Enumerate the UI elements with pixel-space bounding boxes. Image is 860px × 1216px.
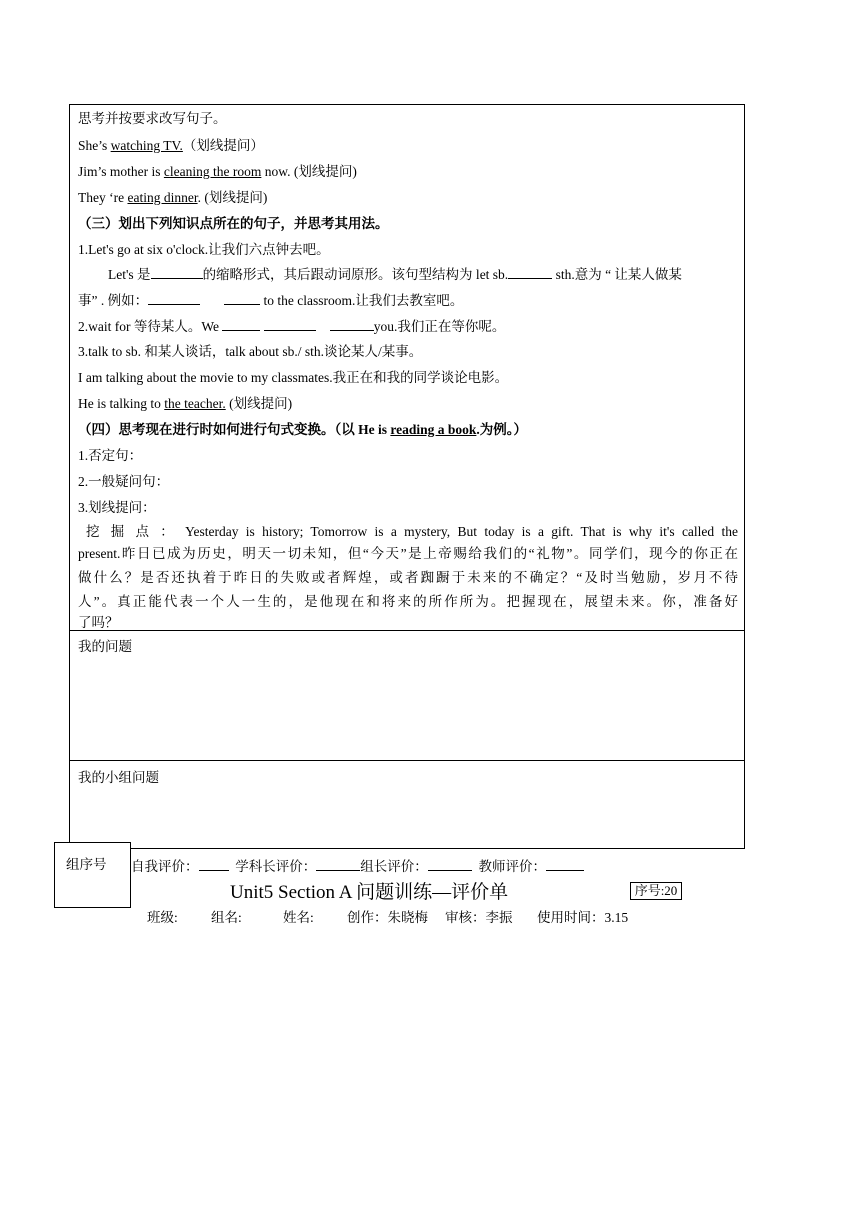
- general-question-label: 2.一般疑问句：: [78, 474, 170, 489]
- dig-point-line-5: 了吗？: [78, 615, 119, 630]
- sentence-2: Jim’s mother is cleaning the room now. (划线提问): [78, 164, 357, 179]
- serial-number-badge: 序号:20: [630, 882, 682, 900]
- point-3-example: I am talking about the movie to my classmates.我正在和我的同学谈论电影。: [78, 370, 509, 385]
- my-questions-section[interactable]: [70, 631, 744, 761]
- point-1-example: 事” . 例如： to the classroom.让我们去教室吧。: [78, 293, 464, 308]
- point-2: 2.wait for 等待某人。We you.我们正在等你呢。: [78, 319, 506, 334]
- reviewer-label: 审核：李振: [445, 910, 513, 925]
- dig-point-line-3: 做什么？是否还执着于昨日的失败或者辉煌，或者踟蹰于未来的不确定？“及时当勉励，岁月不待: [78, 570, 738, 585]
- student-name-label: 姓名:: [283, 910, 314, 925]
- point-1: 1.Let's go at six o'clock.让我们六点钟去吧。: [78, 242, 330, 257]
- group-questions-label: 我的小组问题: [78, 770, 159, 785]
- fill-blank[interactable]: [148, 291, 200, 305]
- fill-blank[interactable]: [508, 265, 552, 279]
- dig-point-line-4: 人”。真正能代表一个人一生的，是他现在和将来的所作所为。把握现在，展望未来。你，准备好: [78, 594, 738, 609]
- heading-three: （三）划出下列知识点所在的句子，并思考其用法。: [78, 216, 389, 231]
- fill-blank[interactable]: [428, 857, 472, 871]
- fill-blank[interactable]: [222, 317, 260, 331]
- class-label: 班级:: [147, 910, 178, 925]
- worksheet-table: [69, 104, 745, 849]
- sentence-3: They ‘re eating dinner. (划线提问): [78, 190, 268, 205]
- group-number-label: 组序号: [66, 857, 107, 872]
- fill-blank[interactable]: [264, 317, 316, 331]
- sentence-1: She’s watching TV.（划线提问）: [78, 138, 264, 153]
- fill-blank[interactable]: [330, 317, 374, 331]
- group-questions-section[interactable]: [70, 761, 744, 850]
- heading-four: （四）思考现在进行时如何进行句式变换。（以 He is reading a book.为例。）: [78, 422, 528, 437]
- dig-point-line-2: present.昨日已成为历史，明天一切未知，但“今天”是上帝赐给我们的“礼物”。同学们，现今的你正在: [78, 546, 738, 561]
- fill-blank[interactable]: [224, 291, 260, 305]
- point-3: 3.talk to sb. 和某人谈话，talk about sb./ sth.谈论某人/某事。: [78, 344, 423, 359]
- point-3-question: He is talking to the teacher. (划线提问): [78, 396, 293, 411]
- exercise-section: [70, 105, 744, 631]
- fill-blank[interactable]: [546, 857, 584, 871]
- fill-blank[interactable]: [316, 857, 360, 871]
- my-questions-label: 我的问题: [78, 639, 132, 654]
- negative-sentence-label: 1.否定句：: [78, 448, 143, 463]
- usage-date-label: 使用时间：3.15: [537, 910, 629, 925]
- page-title: Unit5 Section A 问题训练—评价单: [230, 882, 509, 903]
- fill-blank[interactable]: [199, 857, 229, 871]
- group-name-label: 组名:: [211, 910, 242, 925]
- point-1-explain: Let's 是 的缩略形式，其后跟动词原形。该句型结构为 let sb. sth.意为 “ 让某人做某: [108, 267, 682, 282]
- group-number-box: [54, 842, 131, 908]
- fill-blank[interactable]: [151, 265, 203, 279]
- intro-text: 思考并按要求改写句子。: [78, 111, 227, 126]
- evaluation-line: 自我评价： 学科长评价： 组长评价： 教师评价：: [131, 857, 584, 876]
- wh-question-label: 3.划线提问：: [78, 500, 156, 515]
- dig-point-line-1: 挖 掘 点 ： Yesterday is history; Tomorrow is a mystery, But today is a gift. That is why it's called the: [86, 524, 738, 539]
- author-label: 创作：朱晓梅: [347, 910, 428, 925]
